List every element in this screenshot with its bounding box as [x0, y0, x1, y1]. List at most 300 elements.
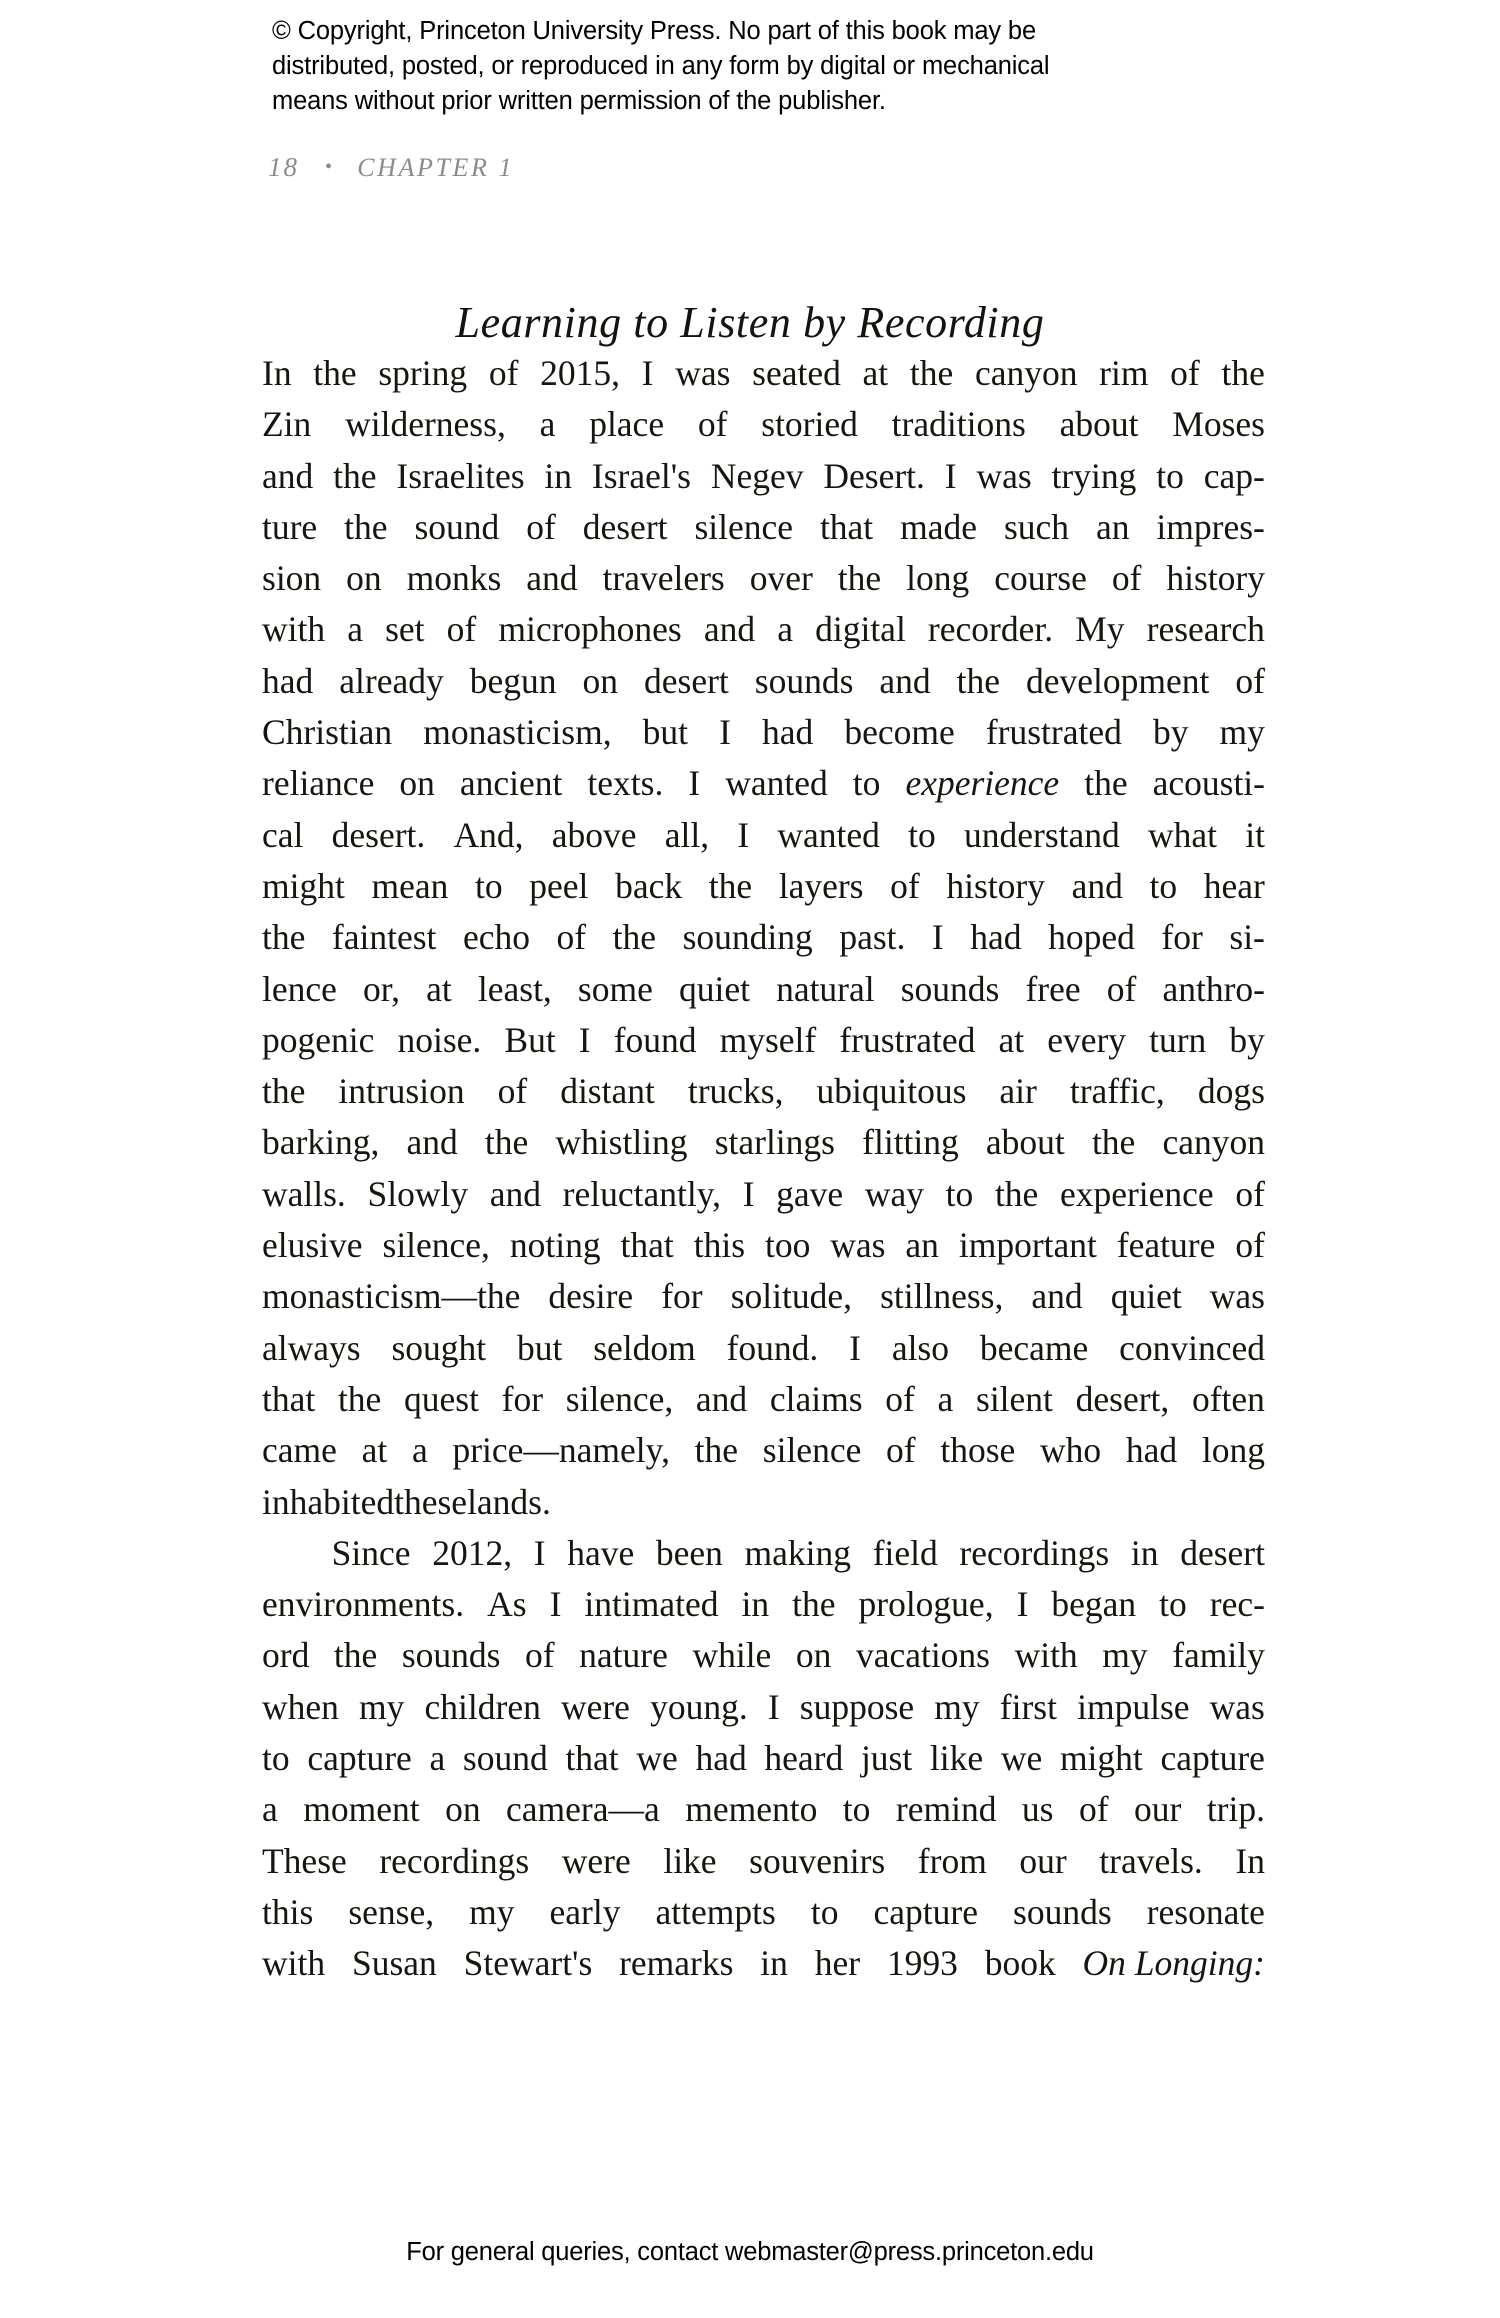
text-word: monks: [406, 558, 502, 599]
text-word: at: [426, 968, 452, 1009]
text-word: understand: [964, 814, 1120, 855]
text-word: was: [1209, 1686, 1265, 1727]
text-word: have: [567, 1532, 635, 1573]
text-word: solitude,: [730, 1276, 852, 1317]
text-line: [262, 399, 1265, 450]
copyright-notice-line: © Copyright, Princeton University Press. No part of this book may be: [272, 17, 1036, 45]
text-word: in: [1130, 1532, 1159, 1573]
text-line: [262, 1630, 1265, 1681]
text-word: I: [742, 1173, 755, 1214]
text-word: silence,: [382, 1225, 490, 1266]
text-word: inhabited: [262, 1481, 395, 1522]
text-word: echo: [462, 917, 530, 958]
text-word: from: [917, 1840, 987, 1881]
text-line: [262, 1887, 1265, 1938]
text-word: about: [1059, 404, 1139, 445]
text-word: on: [346, 558, 382, 599]
text-word: already: [339, 660, 444, 701]
text-word: our: [1019, 1840, 1067, 1881]
text-word: peel: [529, 865, 589, 906]
text-word: came: [262, 1430, 337, 1471]
text-word: I: [767, 1686, 780, 1727]
text-word: had: [1125, 1430, 1178, 1471]
text-word: I: [578, 1019, 591, 1060]
text-word: the: [1084, 763, 1128, 804]
text-word: suppose: [799, 1686, 915, 1727]
text-word: sounds: [401, 1635, 501, 1676]
text-word: the: [708, 865, 753, 906]
text-word: history: [946, 865, 1045, 906]
text-word: frustrated: [985, 712, 1122, 753]
text-word: us: [1021, 1789, 1054, 1830]
text-word: that: [819, 506, 874, 547]
text-word: a: [777, 609, 793, 650]
text-word: least,: [477, 968, 552, 1009]
text-word: vacations: [855, 1635, 990, 1676]
copyright-notice-line: distributed, posted, or reproduced in any form by digital or mechanical: [272, 52, 1050, 80]
text-word: wilderness,: [345, 404, 506, 445]
text-word: dogs: [1197, 1071, 1265, 1112]
text-word: si-: [1229, 917, 1265, 958]
text-word: we: [636, 1738, 678, 1779]
text-word: silence: [762, 1430, 862, 1471]
text-word: above: [551, 814, 637, 855]
text-word: the: [333, 455, 377, 496]
text-word: price—namely,: [452, 1430, 670, 1471]
text-word: I: [641, 353, 654, 393]
text-word: a: [347, 609, 363, 650]
text-word: Israel's: [591, 455, 691, 496]
text-word: lands.: [467, 1481, 551, 1522]
text-word: a: [411, 1430, 428, 1471]
text-word: seated: [752, 353, 841, 393]
text-word: making: [744, 1532, 852, 1573]
text-line: [262, 964, 1265, 1015]
text-word: whistling: [555, 1122, 688, 1163]
text-word: distant: [560, 1071, 655, 1112]
text-word: noting: [509, 1225, 601, 1266]
text-word: desire: [548, 1276, 634, 1317]
text-line: [262, 1784, 1265, 1835]
text-word: found: [613, 1019, 697, 1060]
text-word: had: [262, 660, 314, 701]
text-word: turn: [1149, 1019, 1207, 1060]
text-word: My: [1075, 609, 1125, 650]
text-word: my: [1102, 1635, 1148, 1676]
copyright-notice: [272, 14, 1212, 119]
text-word: anthro-: [1162, 968, 1265, 1009]
text-word: I: [737, 814, 750, 855]
italic-phrase: On Longing:: [1082, 1943, 1265, 1984]
text-word: a: [937, 1378, 954, 1419]
page-folio-number: 18: [268, 152, 299, 182]
text-word: and: [1031, 1276, 1083, 1317]
text-line: [262, 1374, 1265, 1425]
text-word: reliance: [262, 763, 375, 804]
text-word: at: [361, 1430, 388, 1471]
text-word: remarks: [619, 1943, 734, 1984]
text-word: texts.: [587, 763, 664, 804]
text-word: impulse: [1077, 1686, 1190, 1727]
text-word: resonate: [1146, 1891, 1265, 1932]
text-word: the: [262, 917, 306, 958]
text-line: [262, 656, 1265, 707]
text-word: and: [703, 609, 756, 650]
text-word: Moses: [1172, 404, 1265, 445]
text-word: trying: [1051, 455, 1137, 496]
text-word: to: [1149, 865, 1178, 906]
text-line: [262, 912, 1265, 963]
text-word: every: [1047, 1019, 1127, 1060]
text-word: These: [262, 1840, 347, 1881]
text-word: to: [852, 763, 881, 804]
text-word: history: [1166, 558, 1265, 599]
text-line: [262, 604, 1265, 655]
text-word: the: [313, 353, 357, 393]
text-word: recordings: [379, 1840, 530, 1881]
text-word: sion: [262, 558, 322, 599]
text-word: important: [958, 1225, 1097, 1266]
text-word: that: [620, 1225, 674, 1266]
text-word: my: [934, 1686, 980, 1727]
text-word: gave: [776, 1173, 844, 1214]
text-word: on: [795, 1635, 832, 1676]
text-word: I: [688, 763, 701, 804]
text-word: the: [694, 1430, 739, 1471]
text-word: elusive: [262, 1225, 363, 1266]
text-word: monasticism—the: [262, 1276, 521, 1317]
text-line: [262, 1477, 1265, 1528]
text-word: became: [979, 1327, 1089, 1368]
text-word: trucks,: [687, 1071, 784, 1112]
text-word: reluctantly,: [562, 1173, 722, 1214]
text-word: environments.: [262, 1584, 465, 1625]
text-word: heard: [764, 1738, 844, 1779]
text-word: at: [862, 353, 889, 393]
text-word: with: [262, 609, 326, 650]
text-word: the: [612, 917, 657, 958]
text-word: of: [1235, 660, 1265, 701]
text-word: monasticism,: [423, 712, 612, 753]
text-word: traditions: [891, 404, 1026, 445]
text-word: to: [908, 814, 936, 855]
text-word: her: [814, 1943, 861, 1984]
text-word: Stewart's: [463, 1943, 593, 1984]
text-word: a: [262, 1789, 278, 1830]
text-word: to: [945, 1173, 974, 1214]
text-line: [262, 502, 1265, 553]
text-word: experience: [1059, 1173, 1214, 1214]
text-word: that: [262, 1378, 316, 1419]
text-word: of: [488, 353, 519, 393]
text-word: ture: [262, 506, 318, 547]
text-word: my: [469, 1891, 515, 1932]
text-word: the: [1221, 353, 1265, 393]
text-word: book: [984, 1943, 1056, 1984]
text-word: noise.: [397, 1019, 482, 1060]
text-word: family: [1172, 1635, 1265, 1676]
text-word: or,: [363, 968, 401, 1009]
text-word: flitting: [862, 1122, 959, 1163]
text-word: I: [549, 1584, 562, 1625]
text-word: travelers: [602, 558, 725, 599]
text-word: the: [337, 1378, 382, 1419]
text-word: wanted: [777, 814, 880, 855]
text-word: with: [1014, 1635, 1078, 1676]
text-word: I: [931, 917, 944, 958]
text-word: quiet: [1110, 1276, 1182, 1317]
text-word: about: [985, 1122, 1065, 1163]
text-word: starlings: [714, 1122, 835, 1163]
running-head-separator: •: [325, 156, 334, 178]
text-word: might: [1059, 1738, 1143, 1779]
text-word: always: [262, 1327, 361, 1368]
text-word: of: [525, 1635, 555, 1676]
text-line: [262, 1733, 1265, 1784]
text-line: [262, 553, 1265, 604]
text-word: Israelites: [396, 455, 525, 496]
text-word: of: [1235, 1225, 1265, 1266]
text-word: of: [526, 506, 556, 547]
text-word: I: [944, 455, 957, 496]
text-word: of: [890, 865, 920, 906]
text-word: been: [655, 1532, 723, 1573]
text-word: spring: [378, 353, 468, 393]
text-word: I: [1016, 1584, 1029, 1625]
text-word: walls.: [262, 1173, 346, 1214]
text-word: our: [1134, 1789, 1182, 1830]
text-word: cal: [262, 814, 304, 855]
text-word: just: [860, 1738, 913, 1779]
text-word: travels.: [1099, 1840, 1203, 1881]
text-word: like: [929, 1738, 984, 1779]
text-word: those: [940, 1430, 1016, 1471]
text-word: mean: [371, 865, 449, 906]
text-word: was: [1209, 1276, 1265, 1317]
text-word: desert: [644, 660, 729, 701]
text-word: research: [1146, 609, 1265, 650]
running-head-chapter-label: CHAPTER 1: [357, 153, 515, 182]
text-word: for: [661, 1276, 703, 1317]
text-word: ubiquitous: [816, 1071, 967, 1112]
copyright-notice-line: means without prior written permission of the publisher.: [272, 87, 886, 115]
text-word: these: [394, 1481, 468, 1522]
text-word: the: [484, 1122, 529, 1163]
text-word: claims: [769, 1378, 863, 1419]
text-word: it: [1245, 814, 1265, 855]
text-word: the: [262, 1071, 306, 1112]
text-word: the: [792, 1584, 836, 1625]
text-word: the: [344, 506, 388, 547]
text-word: rim: [1099, 353, 1149, 393]
text-word: cap-: [1203, 455, 1265, 496]
text-word: Desert.: [823, 455, 925, 496]
text-line: [262, 1836, 1265, 1887]
text-line: [262, 1066, 1265, 1117]
running-head: [268, 152, 514, 183]
text-word: my: [359, 1686, 405, 1727]
text-word: frustrated: [839, 1019, 976, 1060]
text-line: [262, 348, 1265, 399]
text-word: over: [749, 558, 813, 599]
text-word: a: [539, 404, 556, 445]
text-word: Negev: [710, 455, 804, 496]
text-word: But: [504, 1019, 556, 1060]
text-word: had: [970, 917, 1022, 958]
text-word: camera—a: [506, 1789, 660, 1830]
text-word: natural: [776, 968, 875, 1009]
text-word: by: [1229, 1019, 1265, 1060]
text-word: and: [262, 455, 314, 496]
text-word: of: [1170, 353, 1200, 393]
text-word: convinced: [1119, 1327, 1265, 1368]
text-word: sound: [414, 506, 500, 547]
text-word: barking,: [262, 1122, 380, 1163]
text-word: an: [905, 1225, 939, 1266]
text-word: for: [1161, 917, 1203, 958]
text-word: 2015,: [540, 353, 620, 393]
text-word: sound: [462, 1738, 548, 1779]
text-word: traffic,: [1069, 1071, 1165, 1112]
text-word: the: [1091, 1122, 1136, 1163]
text-line: [262, 1579, 1265, 1630]
text-word: early: [549, 1891, 621, 1932]
paragraph: [262, 1528, 1265, 1990]
text-word: digital: [815, 609, 906, 650]
text-word: was: [675, 353, 731, 393]
text-word: long: [906, 558, 970, 599]
text-word: back: [615, 865, 683, 906]
text-word: the: [837, 558, 882, 599]
text-word: set: [385, 609, 425, 650]
text-word: and: [406, 1122, 458, 1163]
text-word: sounding: [682, 917, 813, 958]
text-word: silent: [976, 1378, 1053, 1419]
text-word: desert: [582, 506, 668, 547]
text-word: remind: [895, 1789, 997, 1830]
text-word: desert: [1180, 1532, 1265, 1573]
text-word: had: [695, 1738, 747, 1779]
text-word: sounds: [1013, 1891, 1112, 1932]
text-word: were: [560, 1686, 630, 1727]
text-line: [262, 1938, 1265, 1989]
text-word: 2012,: [432, 1532, 513, 1573]
text-word: rec-: [1209, 1584, 1265, 1625]
text-word: air: [999, 1071, 1037, 1112]
text-word: a: [429, 1738, 446, 1779]
text-word: storied: [761, 404, 858, 445]
text-word: Susan: [351, 1943, 437, 1984]
text-word: Since: [331, 1532, 411, 1573]
text-word: sought: [391, 1327, 487, 1368]
text-line: [262, 1220, 1265, 1271]
text-word: like: [663, 1840, 717, 1881]
text-word: had: [762, 712, 814, 753]
text-word: seldom: [593, 1327, 696, 1368]
text-word: past.: [839, 917, 906, 958]
text-word: this: [262, 1891, 314, 1932]
text-word: hear: [1203, 865, 1265, 906]
text-word: recordings: [959, 1532, 1110, 1573]
text-word: all,: [664, 814, 710, 855]
text-word: often: [1191, 1378, 1265, 1419]
text-word: place: [589, 404, 665, 445]
text-word: for: [501, 1378, 544, 1419]
text-line: [262, 1425, 1265, 1476]
text-word: trip.: [1206, 1789, 1265, 1830]
text-word: by: [1152, 712, 1189, 753]
text-line: [262, 1528, 1265, 1579]
text-word: too: [764, 1225, 811, 1266]
text-word: attempts: [655, 1891, 776, 1932]
text-word: nature: [579, 1635, 668, 1676]
text-word: capture: [307, 1738, 412, 1779]
text-word: begun: [469, 660, 557, 701]
italic-phrase: experience: [905, 763, 1060, 804]
text-word: long: [1201, 1430, 1265, 1471]
text-word: I: [719, 712, 731, 753]
text-word: ancient: [459, 763, 563, 804]
body-text-block: [262, 348, 1265, 1990]
text-word: the: [956, 660, 1001, 701]
text-word: to: [262, 1738, 290, 1779]
text-word: was: [976, 455, 1032, 496]
text-word: sense,: [348, 1891, 435, 1932]
text-word: faintest: [331, 917, 437, 958]
text-word: in: [741, 1584, 770, 1625]
text-word: I: [533, 1532, 546, 1573]
text-word: at: [998, 1019, 1025, 1060]
text-word: I: [849, 1327, 861, 1368]
text-word: young.: [650, 1686, 748, 1727]
text-word: also: [891, 1327, 949, 1368]
text-word: become: [844, 712, 955, 753]
text-word: quiet: [678, 968, 750, 1009]
text-word: to: [842, 1789, 871, 1830]
text-word: the: [994, 1173, 1039, 1214]
text-word: In: [1235, 1840, 1265, 1881]
text-word: and: [526, 558, 578, 599]
text-word: lence: [262, 968, 337, 1009]
text-word: of: [886, 1430, 916, 1471]
text-word: when: [262, 1686, 339, 1727]
text-word: Slowly: [367, 1173, 469, 1214]
section-title: Learning to Listen by Recording: [455, 298, 1045, 348]
text-word: such: [1003, 506, 1070, 547]
text-word: Christian: [262, 712, 393, 753]
text-word: on: [445, 1789, 481, 1830]
text-word: on: [582, 660, 618, 701]
text-word: intrusion: [338, 1071, 465, 1112]
text-word: moment: [303, 1789, 420, 1830]
text-word: sounds: [754, 660, 854, 701]
text-word: layers: [778, 865, 864, 906]
text-word: impres-: [1156, 506, 1265, 547]
text-line: [262, 1271, 1265, 1322]
text-word: of: [497, 1071, 528, 1112]
text-word: that: [565, 1738, 619, 1779]
text-word: canyon: [974, 353, 1078, 393]
text-word: canyon: [1162, 1122, 1265, 1163]
text-word: ord: [262, 1635, 310, 1676]
text-word: and: [1071, 865, 1123, 906]
text-word: capture: [1160, 1738, 1265, 1779]
text-word: feature: [1116, 1225, 1216, 1266]
text-word: in: [760, 1943, 788, 1984]
text-word: memento: [685, 1789, 818, 1830]
text-line: [262, 1117, 1265, 1168]
text-word: 1993: [886, 1943, 958, 1984]
